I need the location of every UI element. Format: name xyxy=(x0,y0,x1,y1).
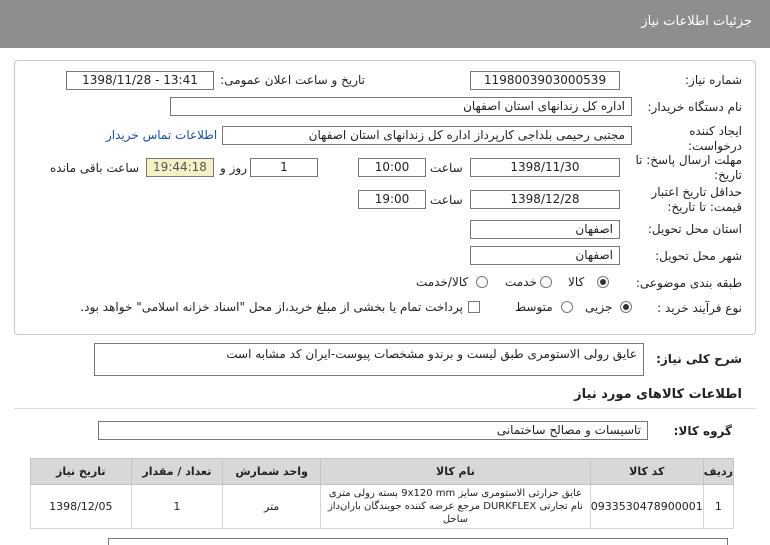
send-deadline-label: مهلت ارسال پاسخ: تا تاریخ: xyxy=(635,153,742,182)
announce-datetime-label: تاریخ و ساعت اعلان عمومی: xyxy=(220,73,365,87)
days-field[interactable]: 1 xyxy=(250,158,318,177)
city-field[interactable]: اصفهان xyxy=(470,246,620,265)
payment-note: پرداخت تمام یا بخشی از مبلغ خرید،از محل "اسناد خزانه اسلامی" خواهد بود. xyxy=(80,300,463,314)
price-validity-label: حداقل تاریخ اعتبار قیمت: تا تاریخ: xyxy=(651,185,742,214)
category-goods-label: کالا xyxy=(568,275,585,289)
col-qty-header: تعداد / مقدار xyxy=(131,459,223,485)
general-desc-label: شرح کلی نیاز: xyxy=(656,352,742,366)
send-hour-label: ساعت xyxy=(430,161,463,175)
requester-label: ایجاد کننده درخواست: xyxy=(688,124,742,153)
validity-hour-field[interactable]: 19:00 xyxy=(358,190,426,209)
validity-date-field[interactable]: 1398/12/28 xyxy=(470,190,620,209)
process-medium-radio[interactable] xyxy=(561,301,573,313)
category-goods-service-label: کالا/خدمت xyxy=(416,275,469,289)
buyer-org-label: نام دستگاه خریدار: xyxy=(647,100,742,114)
remaining-time-field: 19:44:18 xyxy=(146,158,214,177)
divider xyxy=(14,408,756,409)
need-number-field[interactable]: 1198003903000539 xyxy=(470,71,620,90)
delivery-city-label: شهر محل تحویل: xyxy=(655,249,742,263)
remaining-label: ساعت باقی مانده xyxy=(50,161,140,175)
cell-unit: متر xyxy=(223,485,321,529)
process-minor-label: جزیی xyxy=(585,300,613,314)
goods-group-label: گروه کالا: xyxy=(673,424,732,438)
goods-table xyxy=(30,458,734,529)
cell-name: عایق حرارتی الاستومری سایز 9x120 mm بسته رولی متری نام تجارتی DURKFLEX مرجع عرضه کننده جویندگان باران‌داز ساحل xyxy=(321,485,591,529)
process-medium-label: متوسط xyxy=(515,300,553,314)
send-hour-field[interactable]: 10:00 xyxy=(358,158,426,177)
goods-info-heading: اطلاعات کالاهای مورد نیاز xyxy=(574,387,742,402)
treasury-payment-checkbox[interactable] xyxy=(468,301,480,313)
general-desc-field[interactable]: عایق رولی الاستومری طبق لیست و برندو مشخصات پیوست-ایران کد مشابه است xyxy=(94,343,644,376)
col-code-header: کد کالا xyxy=(590,459,703,485)
buyer-org-field[interactable]: اداره کل زندانهای استان اصفهان xyxy=(170,97,632,116)
purchase-process-label: نوع فرآیند خرید : xyxy=(657,301,742,315)
table-header-row xyxy=(31,459,734,485)
col-row-header: ردیف xyxy=(703,459,733,485)
cell-date: 1398/12/05 xyxy=(31,485,132,529)
cell-qty: 1 xyxy=(131,485,223,529)
table-row[interactable] xyxy=(31,485,734,529)
need-number-label: شماره نیاز: xyxy=(685,73,742,87)
page-title: جزئیات اطلاعات نیاز xyxy=(641,14,752,29)
day-and-label: روز و xyxy=(220,161,247,175)
buyer-contact-link[interactable]: اطلاعات تماس خریدار xyxy=(106,128,218,142)
cell-code: 0933530478900001 xyxy=(590,485,703,529)
requester-field[interactable]: مجتبی رحیمی بلداجی کارپرداز اداره کل زندانهای استان اصفهان xyxy=(222,126,632,145)
col-date-header: تاریخ نیاز xyxy=(31,459,132,485)
category-label: طبقه بندی موضوعی: xyxy=(635,276,742,290)
goods-group-field[interactable]: تاسیسات و مصالح ساختمانی xyxy=(98,421,648,440)
province-field[interactable]: اصفهان xyxy=(470,220,620,239)
next-field-partial xyxy=(108,538,728,545)
category-goods-service-radio[interactable] xyxy=(476,276,488,288)
col-name-header: نام کالا xyxy=(321,459,591,485)
send-date-field[interactable]: 1398/11/30 xyxy=(470,158,620,177)
validity-hour-label: ساعت xyxy=(430,193,463,207)
col-unit-header: واحد شمارش xyxy=(223,459,321,485)
process-minor-radio[interactable] xyxy=(620,301,632,313)
category-service-label: خدمت xyxy=(505,275,537,289)
cell-row: 1 xyxy=(703,485,733,529)
category-goods-radio[interactable] xyxy=(597,276,609,288)
delivery-province-label: استان محل تحویل: xyxy=(647,222,742,236)
announce-datetime-field[interactable]: 1398/11/28 - 13:41 xyxy=(66,71,214,90)
category-service-radio[interactable] xyxy=(540,276,552,288)
